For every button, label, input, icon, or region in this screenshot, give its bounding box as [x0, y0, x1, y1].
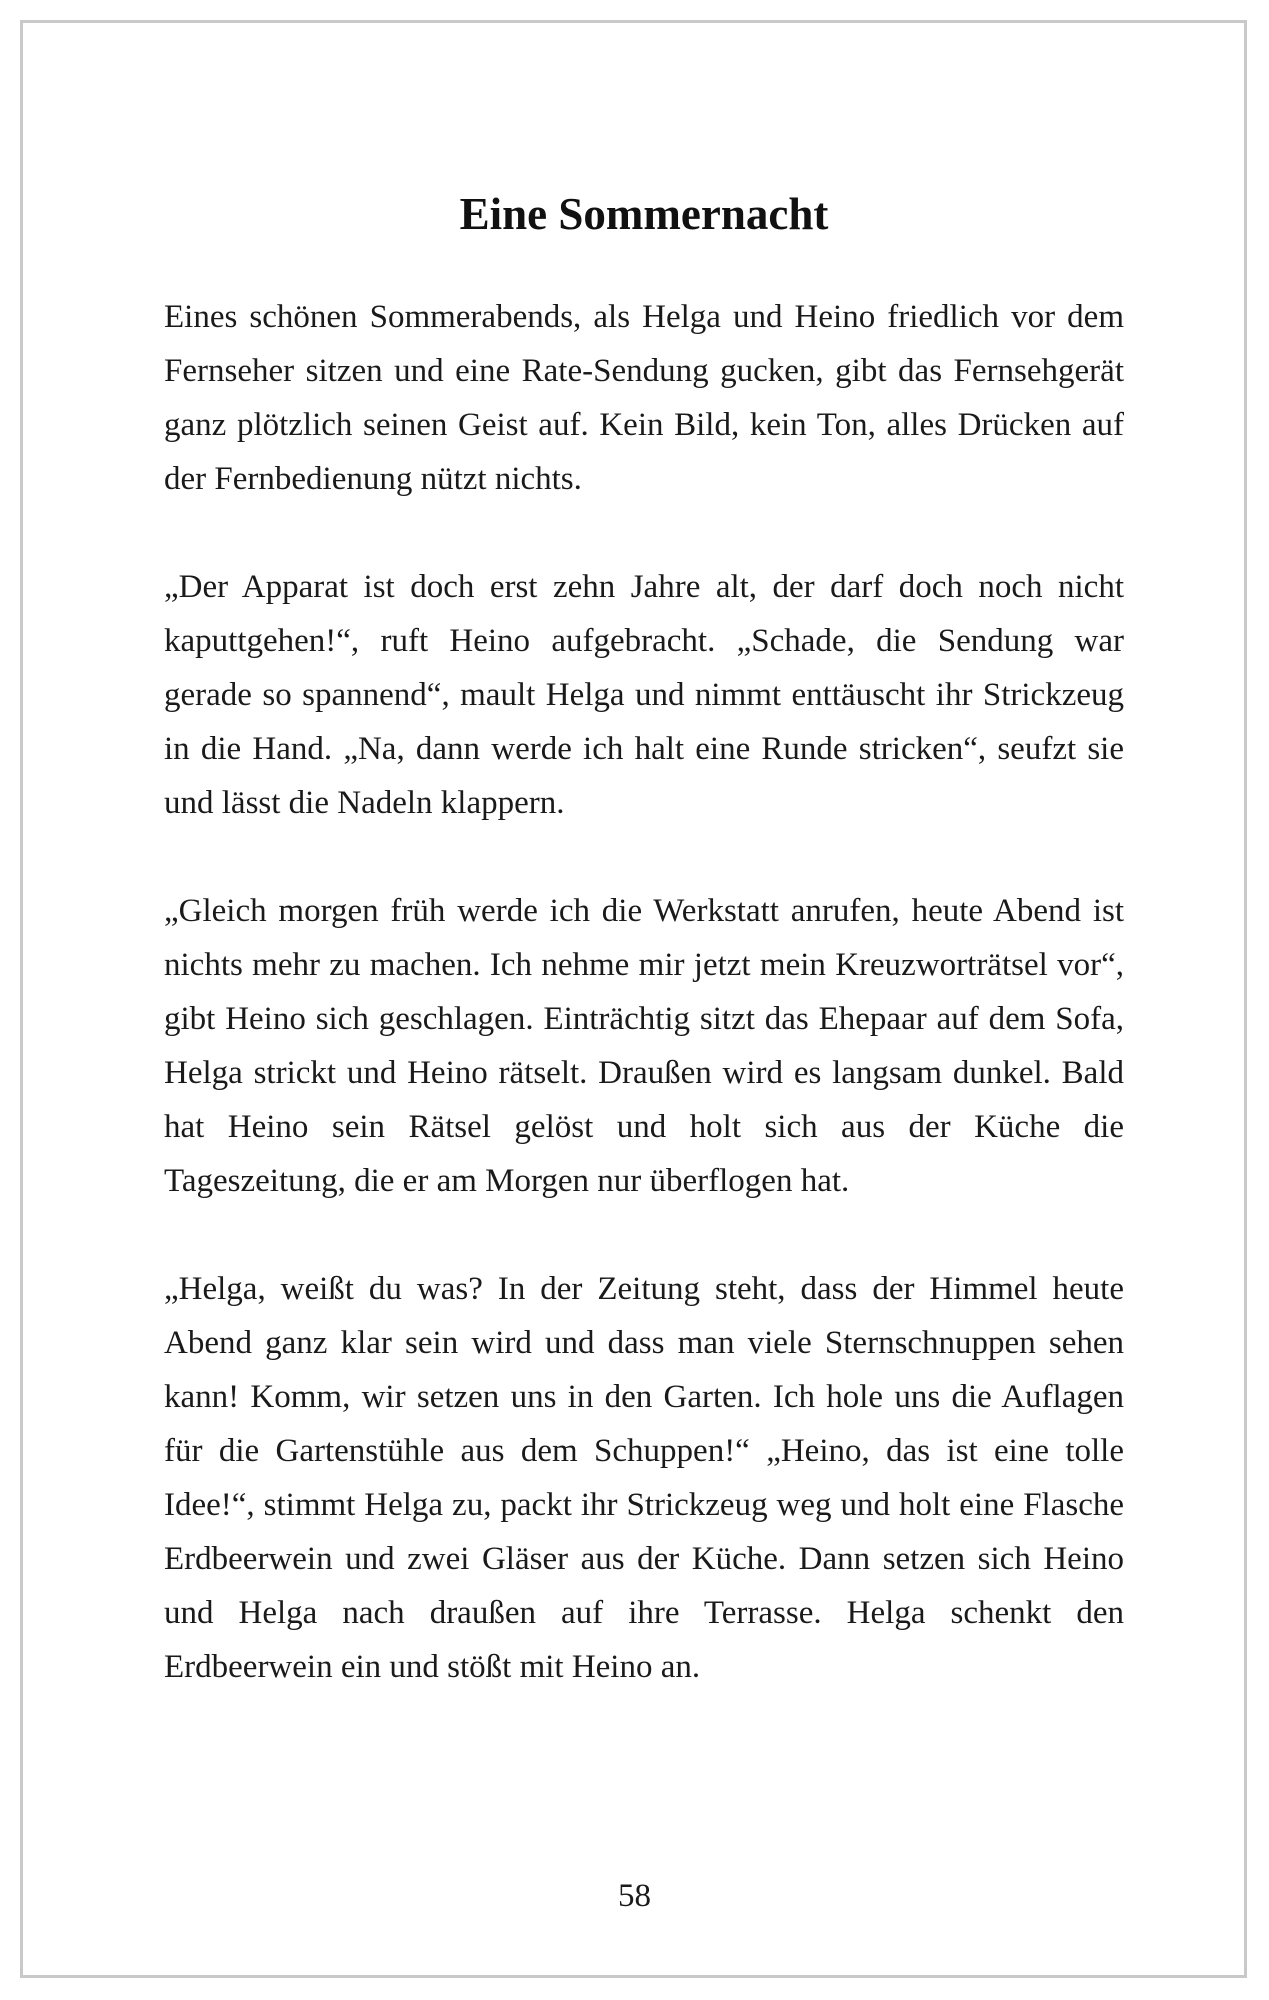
paragraph-1: Eines schönen Sommerabends, als Helga und Heino friedlich vor dem Fernseher sitzen und eine Rate-Sendung gucken, gibt das Fernsehgerät ganz plötzlich seinen Geist auf. Kein Bild, kein Ton, alles Drücken auf der Fernbedienung nützt nichts. — [164, 299, 1124, 497]
chapter-title: Eine Sommernacht — [459, 189, 829, 239]
page-number: 58 — [618, 1878, 651, 1914]
paragraph-4: „Helga, weißt du was? In der Zeitung steht, dass der Himmel heute Abend ganz klar sein wird und dass man viele Sternschnuppen sehen kann! Komm, wir setzen uns in den Garten. Ich hole uns die Auflagen für die Gartenstühle aus dem Schuppen!“ „Heino, das ist eine tolle Idee!“, stimmt Helga zu, packt ihr Strickzeug weg und holt eine Flasche Erdbeerwein und zwei Gläser aus der Küche. Dann setzen sich Heino und Helga nach draußen auf ihre Terrasse. Helga schenkt den Erdbeerwein ein und stößt mit Heino an. — [164, 1271, 1124, 1685]
paragraph-3: „Gleich morgen früh werde ich die Werkstatt anrufen, heute Abend ist nichts mehr zu machen. Ich nehme mir jetzt mein Kreuzworträtsel vor“, gibt Heino sich geschlagen. Einträchtig sitzt das Ehepaar auf dem Sofa, Helga strickt und Heino rätselt. Draußen wird es langsam dunkel. Bald hat Heino sein Rätsel gelöst und holt sich aus der Küche die Tageszeitung, die er am Morgen nur überflogen hat. — [164, 893, 1124, 1199]
page-content — [164, 178, 1124, 1694]
paragraph-2: „Der Apparat ist doch erst zehn Jahre alt, der darf doch noch nicht kaputtgehen!“, ruft Heino aufgebracht. „Schade, die Sendung war gerade so spannend“, mault Helga und nimmt enttäuscht ihr Strickzeug in die Hand. „Na, dann werde ich halt eine Runde stricken“, seufzt sie und lässt die Nadeln klappern. — [164, 569, 1124, 821]
